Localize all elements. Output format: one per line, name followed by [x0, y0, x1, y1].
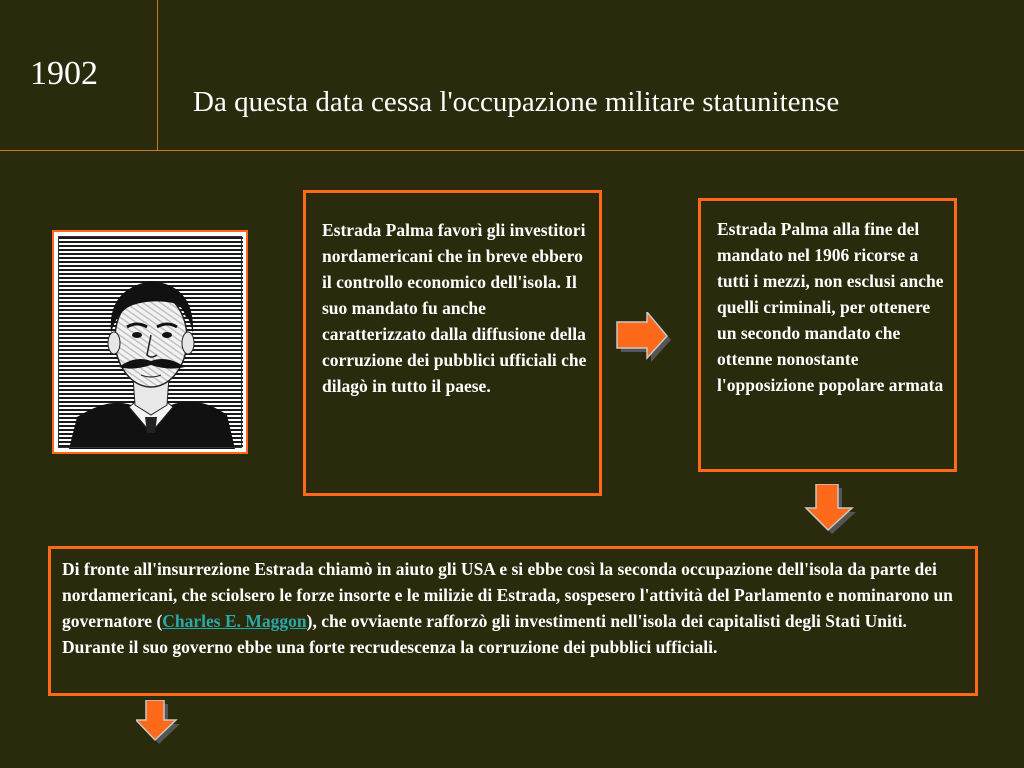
info-box-second-mandate: [698, 198, 957, 472]
arrow-right-icon: [615, 312, 675, 364]
year-label: 1902: [30, 55, 98, 92]
portrait-image: [59, 237, 241, 447]
info-box-economy-text: Estrada Palma favorì gli investitori nordamericani che in breve ebbero il controllo economico dell'isola. Il suo mandato fu anche caratterizzato dalla diffusione della corruzione dei pubblici ufficiali che dilagò in tutto il paese.: [322, 220, 587, 396]
info-box-economy: [303, 190, 602, 496]
occupation-text-after: ), che ovviaente rafforzò gli investimenti nell'isola dei capitalisti degli Stati Uniti. Durante il suo governo ebbe una forte recrudescenza la corruzione dei pubblici ufficiali.: [62, 611, 907, 657]
portrait-frame: [52, 230, 248, 454]
portrait-engraving: [59, 237, 243, 449]
info-box-second-occupation: [48, 546, 978, 696]
header-horizontal-divider: [0, 150, 1024, 151]
header-vertical-divider: [157, 0, 158, 150]
slide-title: Da questa data cessa l'occupazione militare statunitense: [193, 86, 840, 118]
occupation-text-before: Di fronte all'insurrezione Estrada chiamò in aiuto gli USA e si ebbe così la seconda occupazione dell'isola da parte dei nordamericani, che sciolsero le forze insorte e le milizie di Estrada, sospesero l'attività del Parlamento e nominarono un governatore (: [62, 559, 953, 631]
arrow-down-small-icon: [136, 700, 186, 746]
charles-maggon-link[interactable]: Charles E. Maggon: [162, 611, 307, 631]
info-box-second-mandate-text: Estrada Palma alla fine del mandato nel 1906 ricorse a tutti i mezzi, non esclusi anche quelli criminali, per ottenere un secondo mandato che ottenne nonostante l'opposizione popolare armata: [717, 219, 944, 395]
arrow-down-icon: [804, 484, 860, 536]
